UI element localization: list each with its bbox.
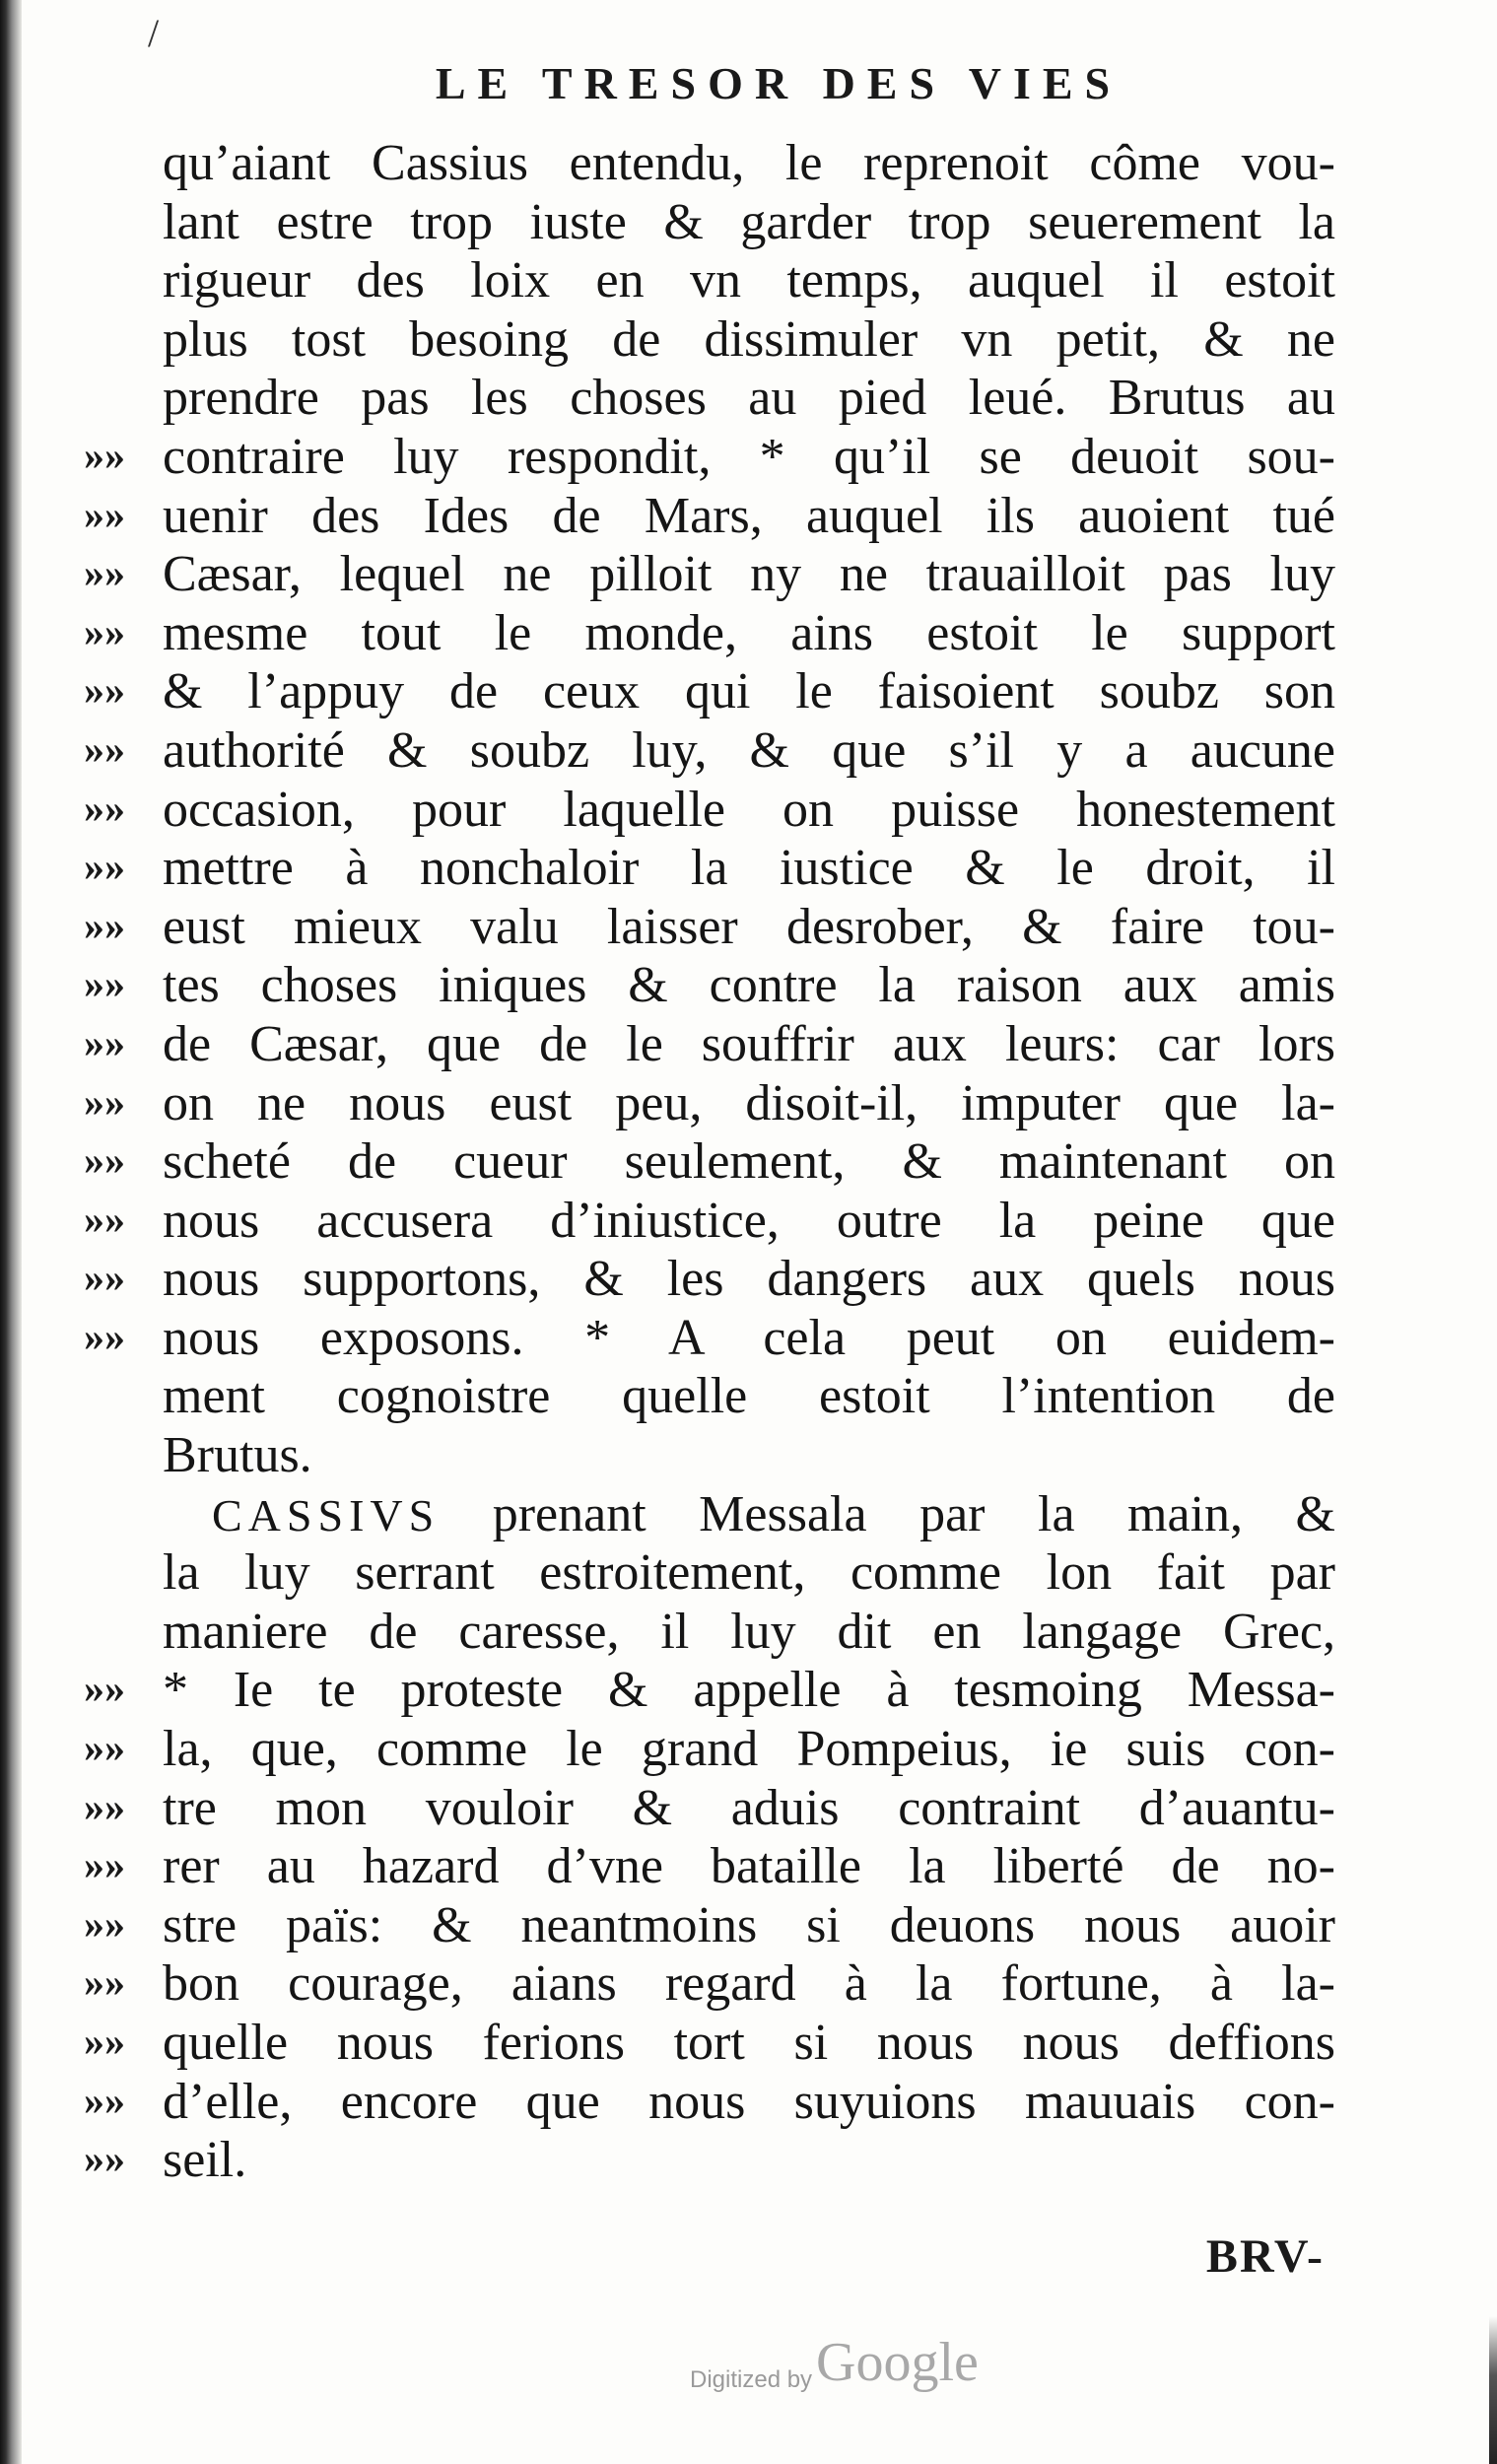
page-edge-shadow	[1489, 2316, 1497, 2464]
text-line	[163, 1426, 1335, 1485]
quotation-marker: »»	[84, 1256, 125, 1302]
text-line	[84, 1250, 1335, 1309]
line-text: stre païs: & neantmoins si deuons nous auoir	[163, 1896, 1335, 1953]
quotation-marker: »»	[84, 2137, 125, 2183]
line-text: la luy serrant estroitement, comme lon fait par	[163, 1544, 1335, 1602]
text-line	[84, 839, 1335, 898]
quotation-marker: »»	[84, 433, 125, 479]
text-line	[84, 1954, 1335, 2014]
text-line	[84, 956, 1335, 1015]
line-text: tre mon vouloir & aduis contraint d’auantu-	[163, 1779, 1335, 1836]
line-text: * Ie te proteste & appelle à tesmoing Messa-	[163, 1662, 1335, 1719]
quotation-marker: »»	[84, 1843, 125, 1889]
quotation-marker: »»	[84, 962, 125, 1008]
quotation-marker: »»	[84, 1784, 125, 1830]
text-line	[84, 604, 1335, 663]
line-text: Cæsar, lequel ne pilloit ny ne trauailloit pas luy	[163, 546, 1335, 603]
line-text: nous supportons, & les dangers aux quels nous	[163, 1251, 1335, 1308]
line-text: d’elle, encore que nous suyuions mauuais con-	[163, 2073, 1335, 2130]
corner-mark: /	[148, 11, 160, 55]
line-text: bon courage, aians regard à la fortune, à la-	[163, 1955, 1335, 2013]
line-text: mettre à nonchaloir la iustice & le droit, il	[163, 840, 1335, 897]
text-line	[163, 251, 1335, 310]
line-text: & l’appuy de ceux qui le faisoient soubz son	[163, 663, 1335, 720]
text-line	[163, 1603, 1335, 1662]
text-line	[84, 1132, 1335, 1192]
quotation-marker: »»	[84, 668, 125, 715]
quotation-marker: »»	[84, 726, 125, 773]
line-text: prenant Messala par la main, &	[440, 1485, 1335, 1542]
line-text: qu’aiant Cassius entendu, le reprenoit côme vou-	[163, 135, 1335, 191]
line-text: eust mieux valu laisser desrober, & faire tou-	[163, 898, 1335, 955]
line-text: scheté de cueur seulement, & maintenant on	[163, 1133, 1335, 1191]
quotation-marker: »»	[84, 551, 125, 597]
line-text: nous exposons. * A cela peut on euidem-	[163, 1309, 1335, 1366]
line-text: quelle nous ferions tort si nous nous deffions	[163, 2015, 1335, 2071]
text-line	[163, 369, 1335, 428]
text-line	[84, 545, 1335, 604]
text-line	[84, 721, 1335, 781]
text-line	[163, 193, 1335, 252]
quotation-marker: »»	[84, 1020, 125, 1066]
line-text: ment cognoistre quelle estoit l’intention de	[163, 1368, 1335, 1425]
line-text: la, que, comme le grand Pompeius, ie suis con-	[163, 1721, 1335, 1778]
text-line	[84, 1720, 1335, 1779]
line-text: nous accusera d’iniustice, outre la peine que	[163, 1192, 1335, 1249]
binding-shadow	[0, 0, 22, 2464]
digitized-watermark	[690, 2331, 1005, 2410]
line-text: mesme tout le monde, ains estoit le support	[163, 604, 1335, 661]
quotation-marker: »»	[84, 1138, 125, 1185]
text-line	[163, 1367, 1335, 1426]
catchword: BRV-	[1205, 2230, 1325, 2283]
text-line	[84, 428, 1335, 487]
line-text: Brutus.	[163, 1427, 312, 1484]
line-text: authorité & soubz luy, & que s’il y a aucune	[163, 721, 1335, 779]
quotation-marker: »»	[84, 1960, 125, 2007]
line-text: tes choses iniques & contre la raison aux amis	[163, 957, 1335, 1014]
digitized-by-label: Digitized by	[690, 2366, 813, 2393]
text-body	[84, 134, 1335, 2190]
text-line	[84, 1896, 1335, 1955]
line-text: occasion, pour laquelle on puisse honestement	[163, 781, 1335, 838]
line-text: on ne nous eust peu, disoit-il, imputer que la-	[163, 1074, 1335, 1131]
text-line	[163, 1485, 1335, 1544]
line-text: lant estre trop iuste & garder trop seuerement la	[163, 193, 1335, 250]
text-line	[84, 1779, 1335, 1838]
text-line	[163, 1543, 1335, 1603]
quotation-marker: »»	[84, 1079, 125, 1126]
quotation-marker: »»	[84, 2019, 125, 2065]
line-text: contraire luy respondit, * qu’il se deuoit sou-	[163, 428, 1335, 485]
text-line	[84, 1074, 1335, 1133]
quotation-marker: »»	[84, 1726, 125, 1772]
text-line	[163, 134, 1335, 193]
quotation-marker: »»	[84, 1197, 125, 1243]
line-text: uenir des Ides de Mars, auquel ils auoient tué	[163, 487, 1335, 544]
text-line	[84, 662, 1335, 721]
line-text: prendre pas les choses au pied leué. Brutus au	[163, 370, 1335, 427]
quotation-marker: »»	[84, 2078, 125, 2124]
small-caps-name: CASSIVS	[212, 1489, 441, 1540]
text-line	[84, 1837, 1335, 1896]
text-line	[163, 310, 1335, 370]
google-logo: Google	[816, 2332, 979, 2393]
quotation-marker: »»	[84, 609, 125, 655]
line-text: rer au hazard d’vne bataille la liberté de no-	[163, 1838, 1335, 1895]
quotation-marker: »»	[84, 1667, 125, 1713]
text-line	[84, 1309, 1335, 1368]
text-line	[84, 781, 1335, 840]
quotation-marker: »»	[84, 492, 125, 538]
quotation-marker: »»	[84, 786, 125, 832]
quotation-marker: »»	[84, 903, 125, 949]
quotation-marker: »»	[84, 845, 125, 891]
line-text: plus tost besoing de dissimuler vn petit, & ne	[163, 310, 1335, 368]
quotation-marker: »»	[84, 1901, 125, 1948]
text-line	[84, 1192, 1335, 1251]
running-header: LE TRESOR DES VIES	[435, 58, 1123, 108]
text-line	[84, 1661, 1335, 1720]
quotation-marker: »»	[84, 1314, 125, 1360]
line-text: de Cæsar, que de le souffrir aux leurs: car lors	[163, 1015, 1335, 1072]
text-line	[84, 2073, 1335, 2132]
line-text: rigueur des loix en vn temps, auquel il estoit	[163, 252, 1335, 309]
text-line	[84, 898, 1335, 957]
text-line	[84, 1015, 1335, 1074]
text-line	[84, 2131, 1335, 2190]
line-text: seil.	[163, 2132, 247, 2189]
text-line	[84, 487, 1335, 546]
text-line	[84, 2014, 1335, 2073]
line-text: maniere de caresse, il luy dit en langage Grec,	[163, 1603, 1335, 1660]
